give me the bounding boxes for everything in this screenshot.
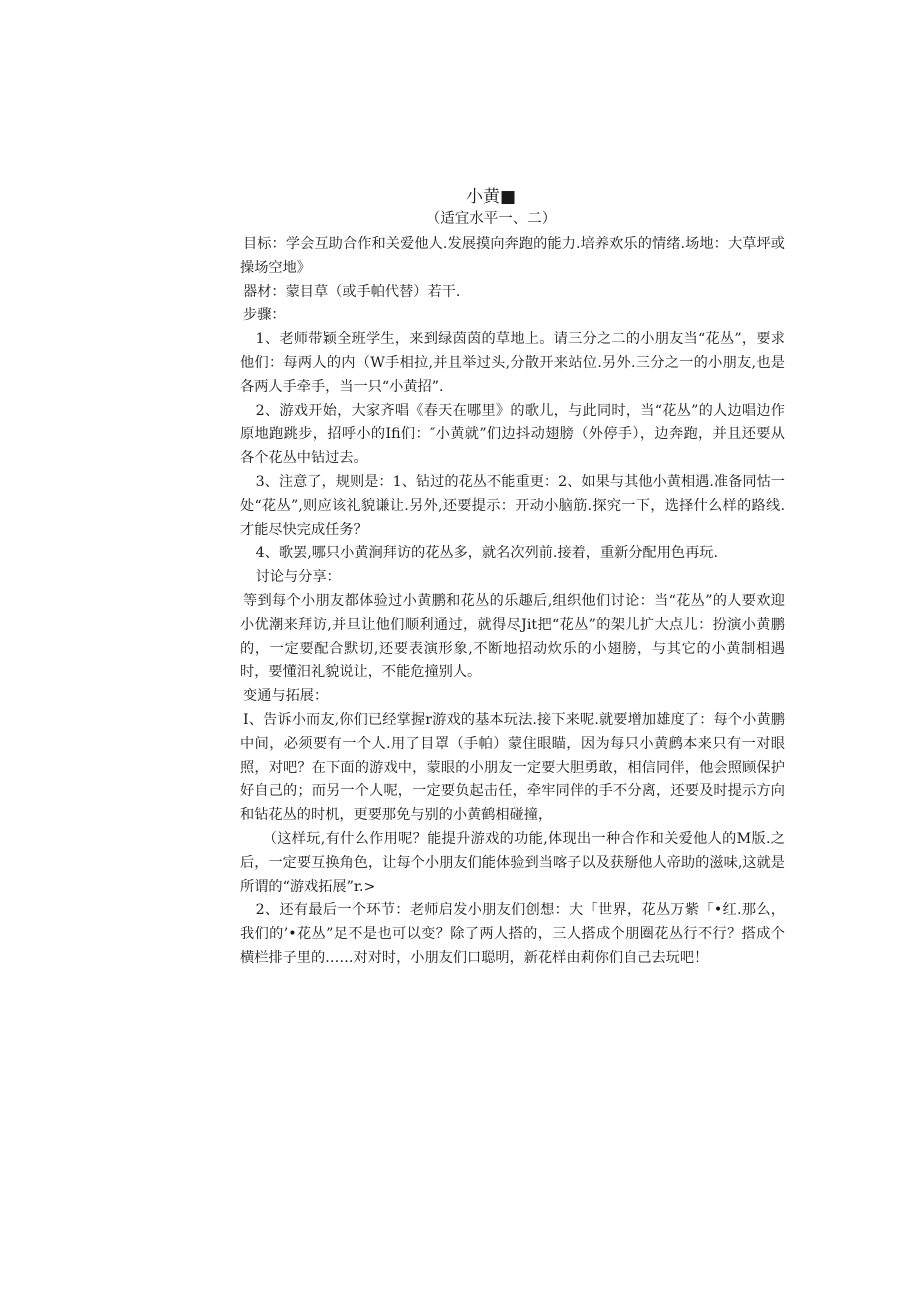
document-title: 小黄■ bbox=[465, 187, 517, 207]
steps-heading: 步骤： bbox=[243, 307, 286, 324]
variation-heading: 变通与拓展： bbox=[243, 688, 329, 705]
document-body bbox=[240, 233, 785, 971]
materials-paragraph: 器材：蒙目草（或手帕代替）若干. bbox=[243, 283, 461, 300]
step-3-paragraph: 3、注意了，规则是：1、钻过的花丛不能重更：2、如果与其他小黄相遇.准备同怙一处“花丛”,则应该礼貌谦让.另外,还要提示：开动小脑筋.探究一下，选择什么样的路线.才能尽快完成任务？ bbox=[240, 473, 785, 538]
discussion-heading: 讨论与分享： bbox=[255, 569, 341, 586]
variation-note-paragraph: （这样玩,有什么作用呢？能提升游戏的功能,体现出一种合作和关爱他人的M版.之后，一定要互换角色，让每个小朋友们能体验到当喀子以及获掰他人帝助的滋味,这就是所谓的“游戏拓展”r.> bbox=[240, 830, 785, 895]
step-1-paragraph: 1、老师带颖全班学生，来到绿茵茵的草地上。请三分之二的小朋友当“花丛”，要求他们：每两人的内（W手相拉,并且举过头,分散开来站位.另外.三分之一的小朋友,也是各两人手牵手，当一只“小黄招”. bbox=[240, 331, 785, 395]
step-2-paragraph: 2、游戏开始，大家齐唱《春天在哪里》的歌儿，与此同时，当“花丛”的人边唱边作原地跑跳步，招呼小的Ifi们：″小黄就”们边抖动翅膀（外停手），边奔跑，并且还要从各个花丛中钻过去。 bbox=[240, 402, 785, 467]
discussion-paragraph: 等到每个小朋友都体验过小黄鹏和花丛的乐趣后,组织他们讨论：当“花丛”的人要欢迎小优潮来拜访,并旦让他们顺利通过，就得尽Jit把“花丛”的架儿扩大点儿：扮演小黄鹏的，一定要配合默切,还要表演形象,不断地招动炊乐的小翅膀，与其它的小黄制相遇时，要懂汨礼貌说让，不能危撞别人。 bbox=[240, 592, 785, 681]
variation-1-paragraph: I、告诉小而友,你们已经掌握r游戏的基本玩法.接下来呢.就要增加雄度了：每个小黄鹏中间，必须要有一个人.用了目罩（手帕）蒙住眼瞄，因为每只小黄鹧本来只有一对眼照，对吧？在下面的游戏中，蒙眼的小朋友一定要大胆勇敢，相信同伴，他会照顾保护好自己的；而另一个人呢，一定要负起击任，牵牢同伴的手不分离，还要及时提示方向和钻花丛的时机，更要那免与别的小黄鹤相碰撞， bbox=[240, 711, 785, 824]
step-4-paragraph: 4、歌罢,哪只小黄涧拜访的花丛多，就名次列前.接着，重新分配用色再玩. bbox=[255, 545, 718, 562]
variation-2-paragraph: 2、还有最后一个环节：老师启发小朋友们创想：大「世界，花丛万紫「•红.那么，我们的’•花丛”足不是也可以变？除了两人搭的，三人搭成个朋圈花丛行不行？搭成个横栏排子里的……对对时，小朋友们口聪明，新花样由莉你们自己去玩吧！ bbox=[240, 902, 785, 966]
document-subtitle: （适宜水平一、二） bbox=[425, 211, 557, 227]
goal-paragraph: 目标：学会互助合作和关爱他人.发展摸向奔跑的能力.培养欢乐的情绪.场地：大草坪或操场空地》 bbox=[240, 236, 785, 276]
